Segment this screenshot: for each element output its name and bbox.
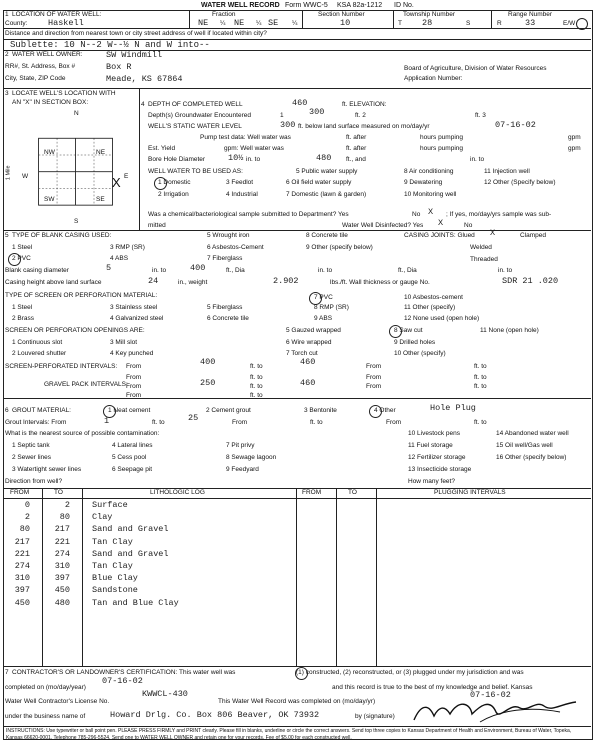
log-description: Tan Clay [92, 536, 133, 547]
quarter-symbol: ¼ [292, 20, 298, 27]
casing-concrete: 8 Concrete tile [306, 232, 348, 239]
log-header-to: TO [54, 489, 63, 496]
perf-from-2: From [366, 363, 382, 370]
domestic-circle [154, 177, 167, 190]
groundwater-1: 300 [309, 107, 325, 117]
gravel-from-3: From [126, 392, 142, 399]
section-7-number: 7 [5, 669, 9, 676]
casing-label: TYPE OF BLANK CASING USED: [12, 232, 112, 239]
casing-ft-dia-2: ft., Dia [398, 267, 417, 274]
board-label: Board of Agriculture, Division of Water Resources [404, 65, 547, 72]
opening-wire: 6 Wire wrapped [286, 339, 332, 346]
use-feedlot: 3 Feedlot [226, 179, 254, 186]
chem-no: No [412, 211, 421, 218]
gw-1-num: 1 [280, 112, 284, 119]
disinfected-label: Water Well Disinfected? Yes [342, 222, 424, 229]
opening-other: 10 Other (specify) [394, 350, 446, 357]
grout-other: 4 Other [374, 407, 396, 414]
log-header-to-2: TO [348, 489, 357, 496]
log-description: Sand and Gravel [92, 548, 169, 559]
screen-abs: 9 ABS [314, 315, 333, 322]
section-6-number: 6 [5, 407, 9, 414]
north-label: N [74, 110, 79, 117]
yield-gpm: gpm [568, 145, 581, 152]
casing-weight-value: 2.902 [273, 276, 299, 286]
locate-label-2: AN "X" IN SECTION BOX: [12, 99, 89, 106]
se-label: SE [96, 196, 105, 203]
use-dewatering: 9 Dewatering [404, 179, 443, 186]
fraction-label: Fraction [212, 11, 236, 18]
sw-label: SW [44, 196, 55, 203]
gravel-label: GRAVEL PACK INTERVALS: [44, 381, 128, 388]
contam-cesspool: 5 Cess pool [112, 454, 147, 461]
glued-mark: X [490, 228, 496, 238]
section-3-number: 3 [5, 90, 9, 97]
casing-fiberglass: 7 Fiberglass [207, 255, 243, 262]
gravel-ft-to-3: ft. to [250, 392, 263, 399]
chem-no-mark: X [428, 207, 434, 217]
log-from: 274 [14, 561, 30, 571]
address-label: RR#, St. Address, Box # [5, 63, 76, 70]
id-label: ID No. [394, 2, 414, 9]
log-to: 2 [64, 500, 70, 510]
opening-key: 4 Key punched [110, 350, 154, 357]
opening-none: 11 None (open hole) [480, 327, 539, 334]
east-west: E/W [563, 20, 576, 27]
yield-mid: gpm: Well water was [224, 145, 284, 152]
use-air: 8 Air conditioning [404, 168, 454, 175]
range-r: R [497, 20, 502, 27]
casing-diameter-label: Blank casing diameter [5, 267, 69, 274]
constructed-circle [295, 667, 308, 680]
joints-clamped: Clamped [520, 232, 547, 239]
joints-welded: Welded [470, 244, 492, 251]
section-1-number: 1 [5, 11, 9, 18]
gw-3-label: ft. 3 [475, 112, 486, 119]
quarter-symbol: ¼ [220, 20, 226, 27]
county-label: County: [5, 20, 28, 27]
completed-date: 07-16-02 [102, 676, 143, 686]
perf-to-value: 460 [300, 357, 316, 367]
gw-2-label: ft. 2 [355, 112, 366, 119]
log-description: Blue Clay [92, 573, 138, 584]
ne-label: NE [96, 149, 106, 156]
screen-asbestos: 10 Asbestos-cement [404, 294, 463, 301]
perf-label: SCREEN-PERFORATED INTERVALS: [5, 363, 118, 370]
screen-pvc: 7 PVC [314, 294, 333, 301]
contam-abandoned: 14 Abandoned water well [496, 430, 569, 437]
casing-height-label: Casing height above land surface [5, 279, 102, 286]
contam-septic: 1 Septic tank [12, 442, 50, 449]
opening-louvered: 2 Louvered shutter [12, 350, 67, 357]
casing-steel: 1 Steel [12, 244, 33, 251]
grout-from-2: From [232, 419, 248, 426]
perf-from-value: 400 [200, 357, 216, 367]
city-label: City, State, ZIP Code [5, 75, 66, 82]
city-value: Meade, KS 67864 [106, 74, 183, 84]
use-injection: 11 Injection well [484, 168, 530, 175]
owner-label: WATER WELL OWNER: [12, 51, 83, 58]
signature-label: by (signature) [355, 713, 395, 720]
casing-ft-dia: ft., Dia [226, 267, 245, 274]
log-from: 2 [24, 512, 30, 523]
wall-thickness-label: lbs./ft. Wall thickness or gauge No. [330, 279, 430, 286]
county-value: Haskell [48, 18, 84, 28]
west-circle [576, 18, 588, 30]
contam-fuel: 11 Fuel storage [408, 442, 453, 449]
gravel-from-label: From [126, 383, 142, 390]
owner-value: SW Windmill [106, 50, 163, 60]
bore-to-value: 480 [316, 153, 332, 163]
pump-hours: hours pumping [420, 134, 463, 141]
log-to: 397 [54, 573, 70, 584]
distance-label: Distance and direction from nearest town or city street address of well if located within city? [5, 30, 267, 37]
use-monitoring: 10 Monitoring well [404, 191, 457, 198]
chem-label: Was a chemical/bacteriological sample submitted to Department? Yes [148, 211, 349, 218]
contam-seepage: 6 Seepage pit [112, 466, 153, 473]
log-description: Tan Clay [92, 561, 133, 571]
gravel-from-2: From [366, 383, 382, 390]
disinfected-mark: X [438, 218, 444, 228]
groundwater-label: Depth(s) Groundwater Encountered [148, 112, 251, 119]
fraction-3: SE [268, 18, 279, 28]
log-header-lithologic: LITHOLOGIC LOG [150, 489, 205, 496]
signature [410, 696, 580, 724]
log-header-from: FROM [10, 489, 30, 496]
gravel-to-value: 460 [300, 378, 316, 388]
log-header-plugging: PLUGGING INTERVALS [434, 489, 506, 496]
other-circle [369, 405, 382, 418]
screen-stainless: 3 Stainless steel [110, 304, 158, 311]
form-number: Form WWC-5 [285, 2, 328, 9]
log-from: 450 [14, 597, 30, 608]
bore-value: 10½ [228, 153, 244, 163]
casing-pvc: 2 PVC [12, 255, 31, 262]
openings-label: SCREEN OR PERFORATION OPENINGS ARE: [5, 327, 145, 334]
quarter-symbol: ¼ [256, 20, 262, 27]
depth-label: DEPTH OF COMPLETED WELL [148, 101, 243, 108]
casing-abs: 4 ABS [110, 255, 129, 262]
gravel-ft-to: ft. to [250, 383, 263, 390]
log-from: 221 [14, 548, 30, 559]
contam-watertight: 3 Watertight sewer lines [12, 466, 82, 473]
casing-to-value: 400 [190, 263, 206, 273]
east-label: E [124, 173, 129, 180]
casing-asbestos: 6 Asbestos-Cement [207, 244, 264, 251]
contam-oilwell: 15 Oil well/Gas well [496, 442, 553, 449]
log-to: 221 [54, 536, 70, 547]
how-many-feet-label: How many feet? [408, 478, 455, 485]
grout-from-value: 1 [104, 416, 110, 426]
chem-tail: ; If yes, mo/day/yrs sample was sub- [446, 211, 552, 218]
contam-lagoon: 8 Sewage lagoon [226, 454, 277, 461]
log-description: Clay [92, 512, 113, 523]
screen-label: TYPE OF SCREEN OR PERFORATION MATERIAL: [5, 292, 158, 299]
casing-wrought: 5 Wrought iron [207, 232, 250, 239]
opening-drilled: 9 Drilled holes [394, 339, 436, 346]
joints-threaded: Threaded [470, 256, 498, 263]
bore-in-to-2: in. to [470, 156, 485, 163]
bore-and: ft., and [346, 156, 366, 163]
opening-gauzed: 5 Gauzed wrapped [286, 327, 341, 334]
perf-ft-to-2: ft. to [474, 363, 487, 370]
record-true-text: and this record is true to the best of my knowledge and belief. Kansas [332, 684, 533, 691]
completed-label: completed on (mo/day/year) [5, 684, 86, 691]
range-value: 33 [525, 18, 536, 28]
gravel-from-value: 250 [200, 378, 216, 388]
saw-cut-circle [389, 325, 402, 338]
joints-label: CASING JOINTS: Glued [404, 232, 475, 239]
locate-label: LOCATE WELL'S LOCATION WITH [12, 90, 116, 97]
well-location-mark: X [112, 175, 121, 190]
west-label: W [22, 173, 29, 180]
disinfected-no: No [464, 222, 473, 229]
contam-fertilizer: 12 Fertilizer storage [408, 454, 466, 461]
yield-hours: hours pumping [420, 145, 463, 152]
instructions-text: INSTRUCTIONS: Use typewriter or ball point pen. PLEASE PRESS FIRMLY and PRINT clearly. Please fill in blanks, underline or circle the correct answers. Send top three copies to Kansas Department of Health and Environment, Bureau of Water, Topeka, Kansas 66620-0001. Telephone 785-296-5524. Send one to WATER WELL OWNER and retain one for your records. Fee of $5.00 for each constructed well. [6, 728, 572, 741]
township-t: T [398, 20, 402, 27]
grout-bentonite: 3 Bentonite [304, 407, 337, 414]
use-label: WELL WATER TO BE USED AS: [148, 168, 243, 175]
depth-value: 460 [292, 98, 308, 108]
grout-other-value: Hole Plug [430, 403, 476, 413]
south-label: S [74, 218, 79, 225]
pump-test-label: Pump test data: Well water was [200, 134, 291, 141]
log-header-from-2: FROM [302, 489, 322, 496]
gravel-ft-to-2: ft. to [474, 383, 487, 390]
grout-ft-to-2: ft. to [310, 419, 323, 426]
casing-in-to-2: in. to [318, 267, 333, 274]
log-description: Sand and Gravel [92, 524, 169, 535]
log-description: Tan and Blue Clay [92, 597, 179, 608]
address-value: Box R [106, 62, 132, 72]
distance-value: Sublette: 10 N--2 W--½ N and W into-- [10, 40, 210, 50]
log-to: 274 [54, 548, 70, 559]
bore-label: Bore Hole Diameter [148, 156, 206, 163]
grout-ft-to: ft. to [152, 419, 165, 426]
section-5-number: 5 [5, 232, 9, 239]
pvc-circle [8, 253, 21, 266]
log-to: 80 [59, 512, 70, 523]
application-label: Application Number: [404, 75, 463, 82]
log-to: 450 [54, 585, 70, 596]
static-mid: ft. below land surface measured on mo/day/yr [298, 123, 430, 130]
pump-gpm: gpm [568, 134, 581, 141]
casing-other: 9 Other (specify below) [306, 244, 373, 251]
pump-after: ft. after [346, 134, 367, 141]
use-industrial: 4 Industrial [226, 191, 258, 198]
nw-label: NW [44, 149, 55, 156]
use-irrigation: 2 Irrigation [158, 191, 189, 198]
yield-after: ft. after [346, 145, 367, 152]
ksa-ref: KSA 82a-1212 [337, 2, 383, 9]
license-label: Water Well Contractor's License No. [5, 698, 110, 705]
gauge-value: SDR 21 .020 [502, 276, 559, 286]
log-description: Sandstone [92, 585, 138, 596]
grout-to-value: 25 [188, 413, 199, 423]
perf-ft-to-4: ft. to [474, 374, 487, 381]
use-other: 12 Other (Specify below) [484, 179, 556, 186]
license-value: KWWCL-430 [142, 689, 188, 699]
casing-in-to: in. to [152, 267, 167, 274]
fraction-2: NE [234, 18, 245, 28]
log-from: 80 [19, 524, 30, 535]
log-from: 0 [24, 500, 30, 510]
contamination-label: What is the nearest source of possible contamination: [5, 430, 160, 437]
use-oilfield: 6 Oil field water supply [286, 179, 352, 186]
bore-in-to: in. to [246, 156, 261, 163]
perf-from-4: From [366, 374, 382, 381]
screen-fiberglass: 5 Fiberglass [207, 304, 243, 311]
certification-options: (1) constructed, (2) reconstructed, or (3) plugged under my jurisdiction and was [296, 669, 524, 676]
township-s: S [466, 20, 471, 27]
location-label: LOCATION OF WATER WELL: [12, 11, 102, 18]
casing-in-to-3: in. to [498, 267, 513, 274]
perf-from-3: From [126, 374, 142, 381]
yield-label: Est. Yield [148, 145, 176, 152]
grout-ft-to-3: ft. to [474, 419, 487, 426]
township-label: Township Number [403, 11, 456, 18]
casing-diameter-value: 5 [106, 263, 112, 273]
form-title: WATER WELL RECORD [201, 2, 280, 9]
section-number-value: 10 [340, 18, 351, 28]
business-label: under the business name of [5, 713, 86, 720]
static-label: WELL'S STATIC WATER LEVEL [148, 123, 242, 130]
certification-label: CONTRACTOR'S OR LANDOWNER'S CERTIFICATION: This water well was [12, 669, 236, 676]
log-to: 480 [54, 597, 70, 608]
screen-other: 11 Other (specify) [404, 304, 456, 311]
grout-label: GROUT MATERIAL: [12, 407, 71, 414]
grout-from-3: From [386, 419, 402, 426]
range-label: Range Number [508, 11, 553, 18]
opening-torch: 7 Torch cut [286, 350, 318, 357]
township-value: 28 [422, 18, 433, 28]
opening-mill: 3 Mill slot [110, 339, 138, 346]
perf-from-label: From [126, 363, 142, 370]
business-value: Howard Drlg. Co. Box 806 Beaver, OK 73932 [110, 710, 320, 720]
contam-sewer: 2 Sewer lines [12, 454, 52, 461]
contam-feedyard: 9 Feedyard [226, 466, 259, 473]
casing-weight-label: in., weight [178, 279, 208, 286]
perf-ft-to: ft. to [250, 363, 263, 370]
section-4-number: 4 [141, 101, 145, 108]
static-date: 07-16-02 [495, 120, 536, 130]
opening-continuous: 1 Continuous slot [12, 339, 63, 346]
fraction-1: NE [198, 18, 209, 28]
use-public: 5 Public water supply [296, 168, 358, 175]
opening-saw: 8 Saw cut [394, 327, 423, 334]
static-value: 300 [280, 120, 296, 130]
perf-ft-to-3: ft. to [250, 374, 263, 381]
screen-none: 12 None used (open hole) [404, 315, 480, 322]
log-to: 310 [54, 561, 70, 571]
contam-other: 16 Other (specify below) [496, 454, 567, 461]
mile-label: 1 Mile [5, 165, 12, 181]
section-2-number: 2 [5, 51, 9, 58]
contam-privy: 7 Pit privy [226, 442, 255, 449]
record-completed-date: 07-16-02 [470, 690, 511, 700]
section-number-label: Section Number [318, 11, 365, 18]
screen-steel: 1 Steel [12, 304, 33, 311]
log-from: 217 [14, 536, 30, 547]
use-domestic: 1 Domestic [158, 179, 191, 186]
chem-mitted: mitted [148, 222, 166, 229]
log-from: 310 [14, 573, 30, 584]
grout-intervals-label: Grout Intervals: From [5, 419, 67, 426]
log-to: 217 [54, 524, 70, 535]
screen-rmp: 8 RMP (SR) [314, 304, 349, 311]
use-lawn: 7 Domestic (lawn & garden) [286, 191, 367, 198]
casing-rmp: 3 RMP (SR) [110, 244, 145, 251]
elevation-label: ft. ELEVATION: [342, 101, 387, 108]
contam-lateral: 4 Lateral lines [112, 442, 153, 449]
screen-brass: 2 Brass [12, 315, 35, 322]
casing-height-value: 24 [148, 276, 159, 286]
screen-galvanized: 4 Galvanized steel [110, 315, 164, 322]
grout-neat-cement: 1 Neat cement [108, 407, 151, 414]
record-completed-label: This Water Well Record was completed on (mo/day/yr) [218, 698, 376, 705]
direction-label: Direction from well? [5, 478, 63, 485]
grout-cement: 2 Cement grout [206, 407, 251, 414]
log-from: 397 [14, 585, 30, 596]
log-description: Surface [92, 500, 128, 510]
contam-insecticide: 13 Insecticide storage [408, 466, 472, 473]
screen-concrete: 6 Concrete tile [207, 315, 249, 322]
contam-livestock: 10 Livestock pens [408, 430, 461, 437]
